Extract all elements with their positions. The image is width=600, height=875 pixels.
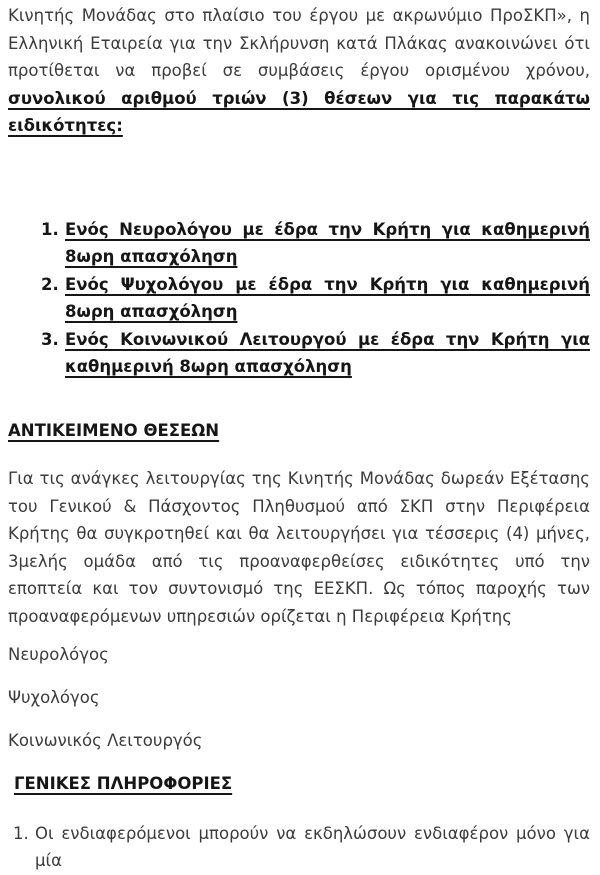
role-neurologist: Νευρολόγος <box>8 645 109 664</box>
object-section-paragraph: Για τις ανάγκες λειτουργίας της Κινητής Μονάδας δωρεάν Εξέτασης του Γενικού & Πάσχοντος Πληθυσμού από ΣΚΠ στην Περιφέρεια Κρήτης θα συγκροτηθεί και θα λειτουργήσει για τέσσερις (4) μήνες, 3μελής ομάδα από τις προαναφερθείσες ειδικότητες υπό την εποπτεία και τον συντονισμό της ΕΕΣΚΠ. Ως τόπος παροχής των προαναφερόμενων υπηρεσιών ορίζεται η Περιφέρεια Κρήτης <box>8 469 590 626</box>
item-number: 3. <box>41 329 59 349</box>
intro-paragraph <box>8 2 590 140</box>
positions-list <box>8 216 590 381</box>
intro-emphasis: συνολικού αριθμού τριών (3) θέσεων για τις παρακάτω ειδικότητες: <box>8 88 590 135</box>
section-heading-general-info: ΓΕΝΙΚΕΣ ΠΛΗΡΟΦΟΡΙΕΣ <box>14 774 233 793</box>
intro-text: Κινητής Μονάδας στο πλαίσιο του έργου με ακρωνύμιο ΠροΣΚΠ», η Ελληνική Εταιρεία για την Σκλήρυνση κατά Πλάκας ανακοινώνει ότι προτίθεται να προβεί σε συμβάσεις έργου ορισμένου χρόνου, <box>8 6 590 80</box>
item-number: 1. <box>41 219 59 239</box>
role-social-worker: Κοινωνικός Λειτουργός <box>8 731 203 750</box>
item-text: Ενός Κοινωνικού Λειτουργού με έδρα την Κρήτη για καθημερινή 8ωρη απασχόληση <box>65 329 590 376</box>
item-number: 2. <box>41 274 59 294</box>
item-text: Ενός Νευρολόγου με έδρα την Κρήτη για καθημερινή 8ωρη απασχόληση <box>65 219 590 266</box>
roles-list <box>8 641 590 755</box>
section-heading-object-of-positions: ΑΝΤΙΚΕΙΜΕΝΟ ΘΕΣΕΩΝ <box>8 420 220 440</box>
role-psychologist: Ψυχολόγος <box>8 688 100 707</box>
position-item-social-worker <box>8 326 590 381</box>
position-item-neurologist <box>8 216 590 271</box>
general-info-item-1 <box>8 820 590 875</box>
item-text: Ενός Ψυχολόγου με έδρα την Κρήτη για καθημερινή 8ωρη απασχόληση <box>65 274 590 321</box>
item-text: Οι ενδιαφερόμενοι μπορούν να εκδηλώσουν ενδιαφέρον μόνο για μία <box>35 823 590 870</box>
position-item-psychologist <box>8 271 590 326</box>
item-number: 1. <box>13 823 29 843</box>
